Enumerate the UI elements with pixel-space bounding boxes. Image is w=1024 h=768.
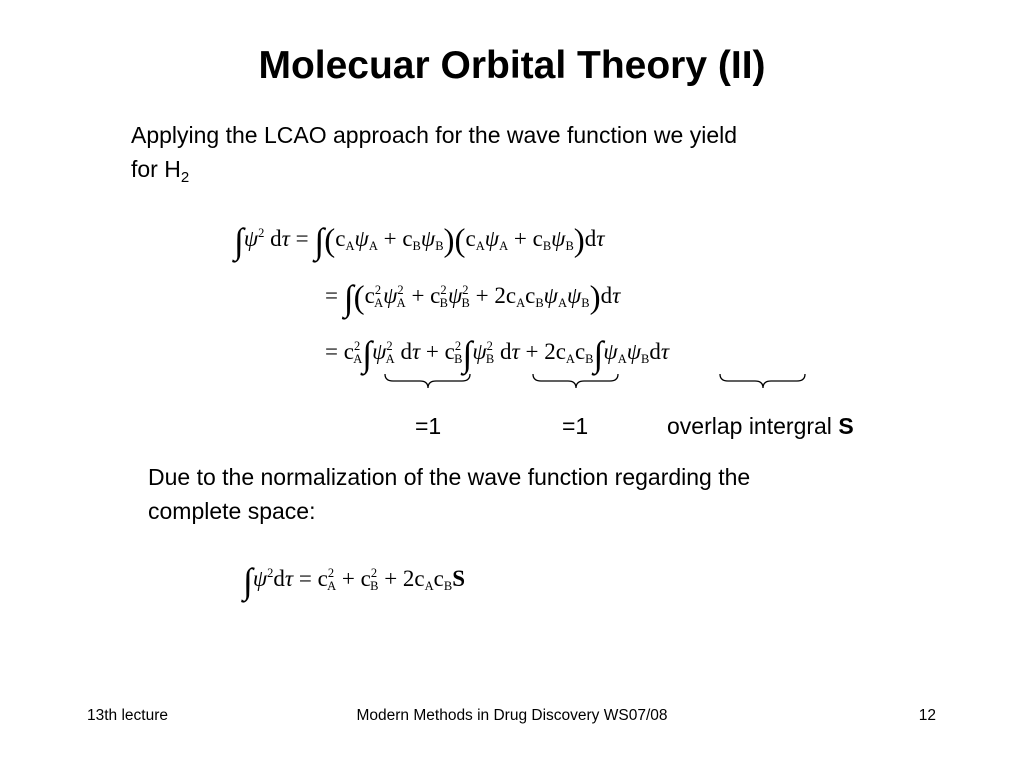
underbrace-3 — [720, 374, 805, 388]
equation-line-2: = $\int(c^2_A\psi^2_A + c^2_B\psi^2_B + 2c_Ac_B\psi_A\psi_B)d\tau$ — [325, 278, 621, 318]
footer-page-number: 12 — [918, 707, 936, 724]
normalization-line-1: Due to the normalization of the wave function regarding the — [148, 464, 751, 490]
equation-final: $\int\psi^2d\tau = c^2_A + c^2_B + 2c_Ac_BS$ — [243, 561, 466, 601]
label-first-integral: =1 — [415, 413, 442, 439]
intro-line-2: for $H_2$ — [131, 156, 190, 186]
normalization-line-2: complete space: — [148, 498, 316, 524]
underbrace-2 — [533, 374, 618, 388]
normalization-paragraph — [148, 460, 928, 528]
equation-line-3: = $c^2_A\int\psi^2_A$ $d\tau + c^2_B\int\psi^2_B$ $d\tau + 2c_Ac_B\int\psi_A\psi_Bd\tau$ — [325, 334, 670, 374]
underbrace-1 — [385, 374, 470, 388]
equation-line-1: $\int\psi^2$ $d\tau = \int(c_A\psi_A + c_B\psi_B)(c_A\psi_A + c_B\psi_B)d\tau$ — [234, 221, 605, 261]
slide-title: Molecuar Orbital Theory (II) — [258, 44, 766, 87]
label-overlap-integral: overlap intergral S — [667, 413, 854, 439]
footer-lecture: 13th lecture — [87, 707, 168, 724]
label-second-integral: =1 — [562, 413, 589, 439]
footer-course-title: Modern Methods in Drug Discovery WS07/08 — [356, 707, 668, 724]
intro-line-1: Applying the LCAO approach for the wave function we yield — [131, 122, 738, 148]
